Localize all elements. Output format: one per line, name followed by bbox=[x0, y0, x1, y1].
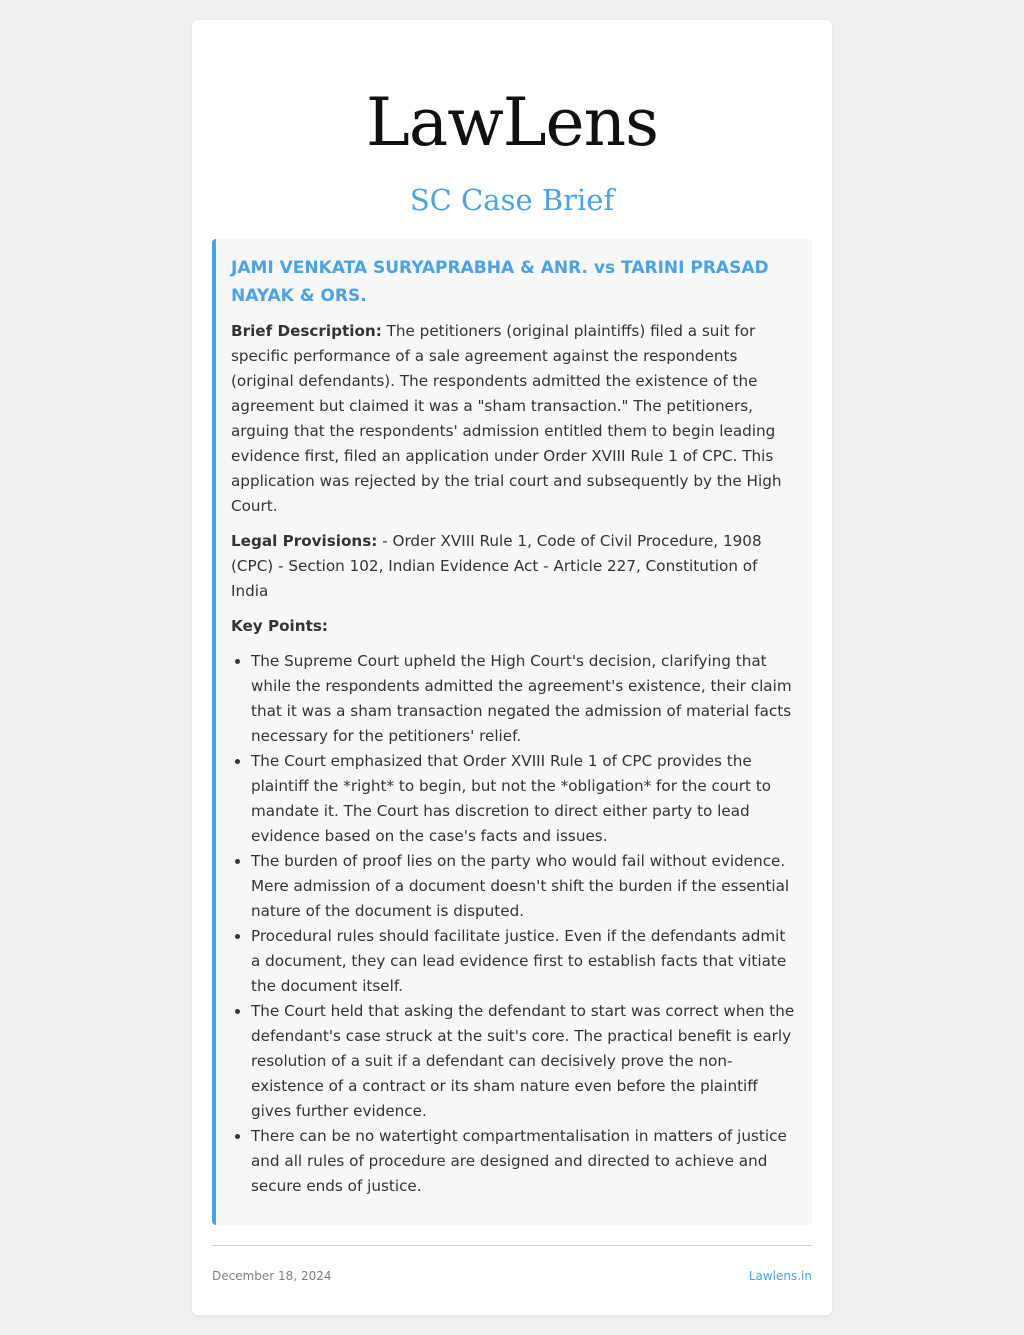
key-point-item: • The burden of proof lies on the party who would fail without evidence. Mere admission of a document doesn't shift the burden if the essential nature of the document is disputed. bbox=[251, 849, 796, 924]
legal-provisions-text: - Order XVIII Rule 1, Code of Civil Procedure, 1908 (CPC) - Section 102, Indian Evidence Act - Article 227, Constitution of India bbox=[231, 532, 762, 600]
key-point-item: • Procedural rules should facilitate justice. Even if the defendants admit a document, they can lead evidence first to establish facts that vitiate the document itself. bbox=[251, 924, 796, 999]
legal-provisions-label: Legal Provisions: bbox=[231, 532, 378, 550]
brief-card bbox=[192, 20, 832, 1315]
key-point-item: • The Court held that asking the defendant to start was correct when the defendant's case struck at the suit's core. The practical benefit is early resolution of a suit if a defendant can decisively prove the non-existence of a contract or its sham nature even before the plaintiff gives further evidence. bbox=[251, 999, 796, 1124]
key-points-list bbox=[231, 649, 796, 1199]
case-title: JAMI VENKATA SURYAPRABHA & ANR. vs TARINI PRASAD NAYAK & ORS. bbox=[231, 258, 769, 306]
key-points-label: Key Points: bbox=[231, 617, 328, 635]
site-link[interactable]: Lawlens.in bbox=[748, 1269, 812, 1283]
key-points-heading bbox=[231, 614, 796, 639]
brief-description-label: Brief Description: bbox=[231, 322, 382, 340]
key-point-item: • There can be no watertight compartmentalisation in matters of justice and all rules of procedure are designed and directed to achieve and secure ends of justice. bbox=[251, 1124, 796, 1199]
case-brief-box bbox=[212, 239, 812, 1225]
publish-date: December 18, 2024 bbox=[212, 1269, 332, 1283]
brief-description bbox=[231, 319, 796, 519]
brand-logo-text: LawLens bbox=[366, 84, 658, 161]
key-point-item: • The Court emphasized that Order XVIII Rule 1 of CPC provides the plaintiff the *right* to begin, but not the *obligation* for the court to mandate it. The Court has discretion to direct either party to lead evidence based on the case's facts and issues. bbox=[251, 749, 796, 849]
key-point-item: • The Supreme Court upheld the High Court's decision, clarifying that while the respondents admitted the agreement's existence, their claim that it was a sham transaction negated the admission of material facts necessary for the petitioners' relief. bbox=[251, 649, 796, 749]
legal-provisions bbox=[231, 529, 796, 604]
footer-divider bbox=[212, 1245, 812, 1246]
page-subtitle: SC Case Brief bbox=[409, 183, 615, 217]
brief-description-text: The petitioners (original plaintiffs) filed a suit for specific performance of a sale agreement against the respondents (original defendants). The respondents admitted the existence of the agreement but claimed it was a "sham transaction." The petitioners, arguing that the respondents' admission entitled them to begin leading evidence first, filed an application under Order XVIII Rule 1 of CPC. This application was rejected by the trial court and subsequently by the High Court. bbox=[231, 322, 782, 515]
